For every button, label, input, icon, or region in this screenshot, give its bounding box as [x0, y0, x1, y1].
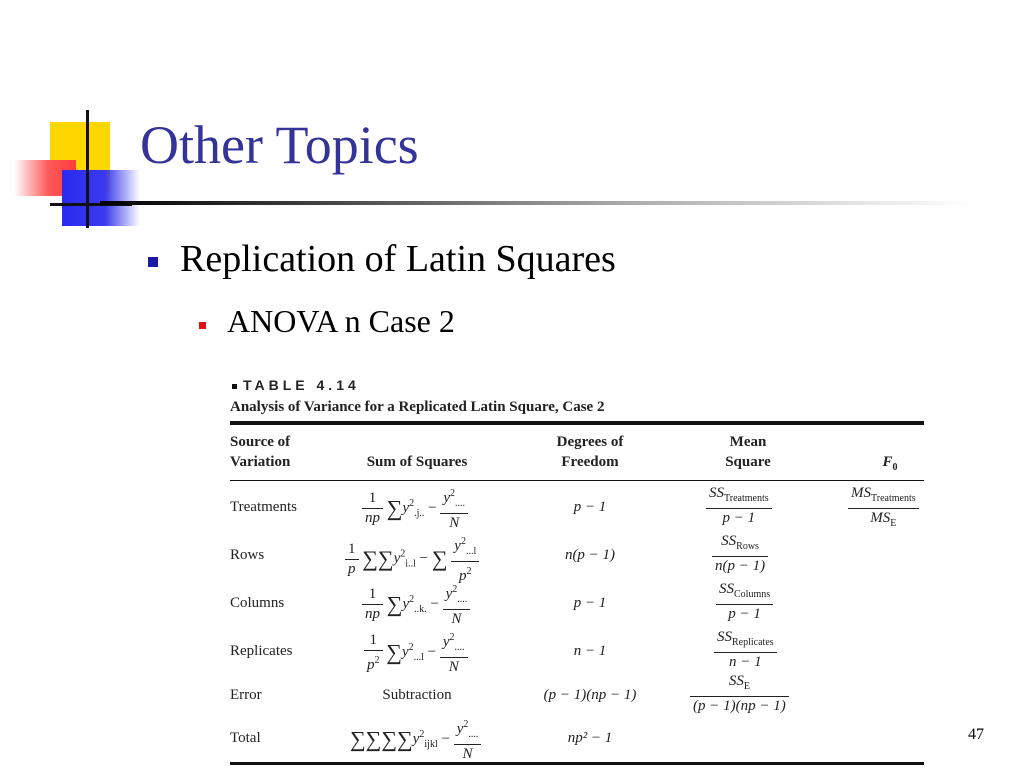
header-ms	[688, 432, 808, 472]
ms-sub-treatments: Treatments	[724, 493, 769, 504]
page-number: 47	[968, 726, 984, 743]
logo-blue-square	[62, 170, 140, 226]
row-ms-columns: $\frac{SS_{Columns}}{p - 1}$	[716, 580, 773, 624]
bullet-level2-text: ANOVA n Case 2	[227, 303, 455, 339]
row-ss-error: Subtraction	[382, 687, 452, 703]
logo-vertical-line	[86, 110, 89, 228]
slide-title: Other Topics	[140, 115, 419, 175]
table-bottom-rule	[230, 762, 924, 765]
header-source-line2: Variation	[230, 454, 291, 470]
row-df-rows: n(p − 1)	[564, 547, 616, 563]
ms-sub-columns: Columns	[734, 589, 771, 600]
row-f-treatments: $\frac{MS_{Treatments}}{MS_E}$	[848, 484, 919, 533]
header-df-line1: Degrees of	[556, 434, 624, 450]
f-sub-error: E	[890, 518, 897, 529]
header-f-subscript: 0	[892, 462, 898, 473]
header-ms-line1: Mean	[729, 434, 767, 450]
row-ms-error: $\frac{SS_E}{(p - 1)(np - 1)}$	[690, 672, 789, 716]
anova-table-image	[230, 374, 924, 768]
title-underline	[100, 201, 970, 205]
bullet-square-icon	[148, 257, 158, 267]
header-df-line2: Freedom	[561, 454, 619, 470]
ms-den-replicates: n − 1	[729, 654, 762, 670]
sub-bullet-square-icon	[199, 322, 206, 329]
row-ss-treatments: $\frac{1}{np}$ $\sum y^2_{.j..}$ − $\frac{y^2_{....}}{N}$	[362, 484, 468, 533]
row-source-rows: Rows	[230, 547, 265, 563]
row-source-columns: Columns	[230, 595, 285, 611]
table-label-text: TABLE 4.14	[243, 377, 360, 393]
header-ss: Sum of Squares	[366, 454, 468, 470]
ms-den-treatments: p − 1	[722, 510, 756, 526]
ms-sub-replicates: Replicates	[732, 637, 774, 648]
row-source-total: Total	[230, 730, 261, 746]
header-source-line1: Source of	[230, 434, 291, 450]
header-ms-line2: Square	[725, 454, 771, 470]
ms-den-error: (p − 1)(np − 1)	[693, 698, 786, 714]
row-ms-rows: $\frac{SS_{Rows}}{n(p - 1)}$	[712, 532, 768, 576]
table-label-square-icon	[232, 384, 237, 389]
row-df-columns: p − 1	[573, 595, 607, 611]
ms-sub-rows: Rows	[736, 541, 759, 552]
header-f0	[860, 452, 920, 478]
header-source	[230, 432, 290, 472]
row-ss-total: $\sum\sum\sum\sum y^2_{ijkl}$ − $\frac{y^2_{....}}{N}$	[350, 715, 481, 764]
ms-den-columns: p − 1	[728, 606, 761, 622]
row-ss-rows: $\frac{1}{p}$ $\sum\sum y^2_{i..l}$ − ∑ $\frac{y^2_{...l}}{p^2}$	[345, 532, 479, 586]
row-df-total: np² − 1	[567, 730, 613, 746]
ms-sub-error: E	[743, 681, 750, 692]
bullet-level1-text: Replication of Latin Squares	[180, 238, 616, 280]
table-caption: Analysis of Variance for a Replicated Latin Square, Case 2	[230, 399, 605, 415]
f-sub-treatments: Treatments	[871, 493, 916, 504]
row-ss-columns: $\frac{1}{np}$ $\sum y^2_{..k.}$ − $\frac{y^2_{....}}{N}$	[362, 580, 470, 629]
header-f-symbol: F	[882, 454, 893, 470]
table-top-rule	[230, 421, 924, 425]
ss-frac: $\frac{1}{np}$	[362, 489, 383, 528]
ms-den-rows: n(p − 1)	[715, 558, 766, 574]
row-source-treatments: Treatments	[230, 499, 297, 515]
row-ms-replicates: $\frac{SS_{Replicates}}{n - 1}$	[714, 628, 777, 672]
header-rule	[230, 480, 924, 481]
row-source-error: Error	[230, 687, 262, 703]
header-df	[530, 432, 650, 472]
row-source-replicates: Replicates	[230, 643, 293, 659]
row-ms-treatments: $\frac{SS_{Treatments}}{p - 1}$	[706, 484, 772, 528]
ss-frac: $\frac{y^2_{....}}{N}$	[440, 484, 468, 533]
row-df-treatments: p − 1	[573, 499, 607, 515]
row-ss-replicates: $\frac{1}{p^2}$ $\sum y^2_{...l}$ − $\frac{y^2_{....}}{N}$	[364, 628, 468, 677]
row-df-error: (p − 1)(np − 1)	[543, 687, 637, 703]
table-label	[232, 377, 360, 393]
row-df-replicates: n − 1	[573, 643, 607, 659]
